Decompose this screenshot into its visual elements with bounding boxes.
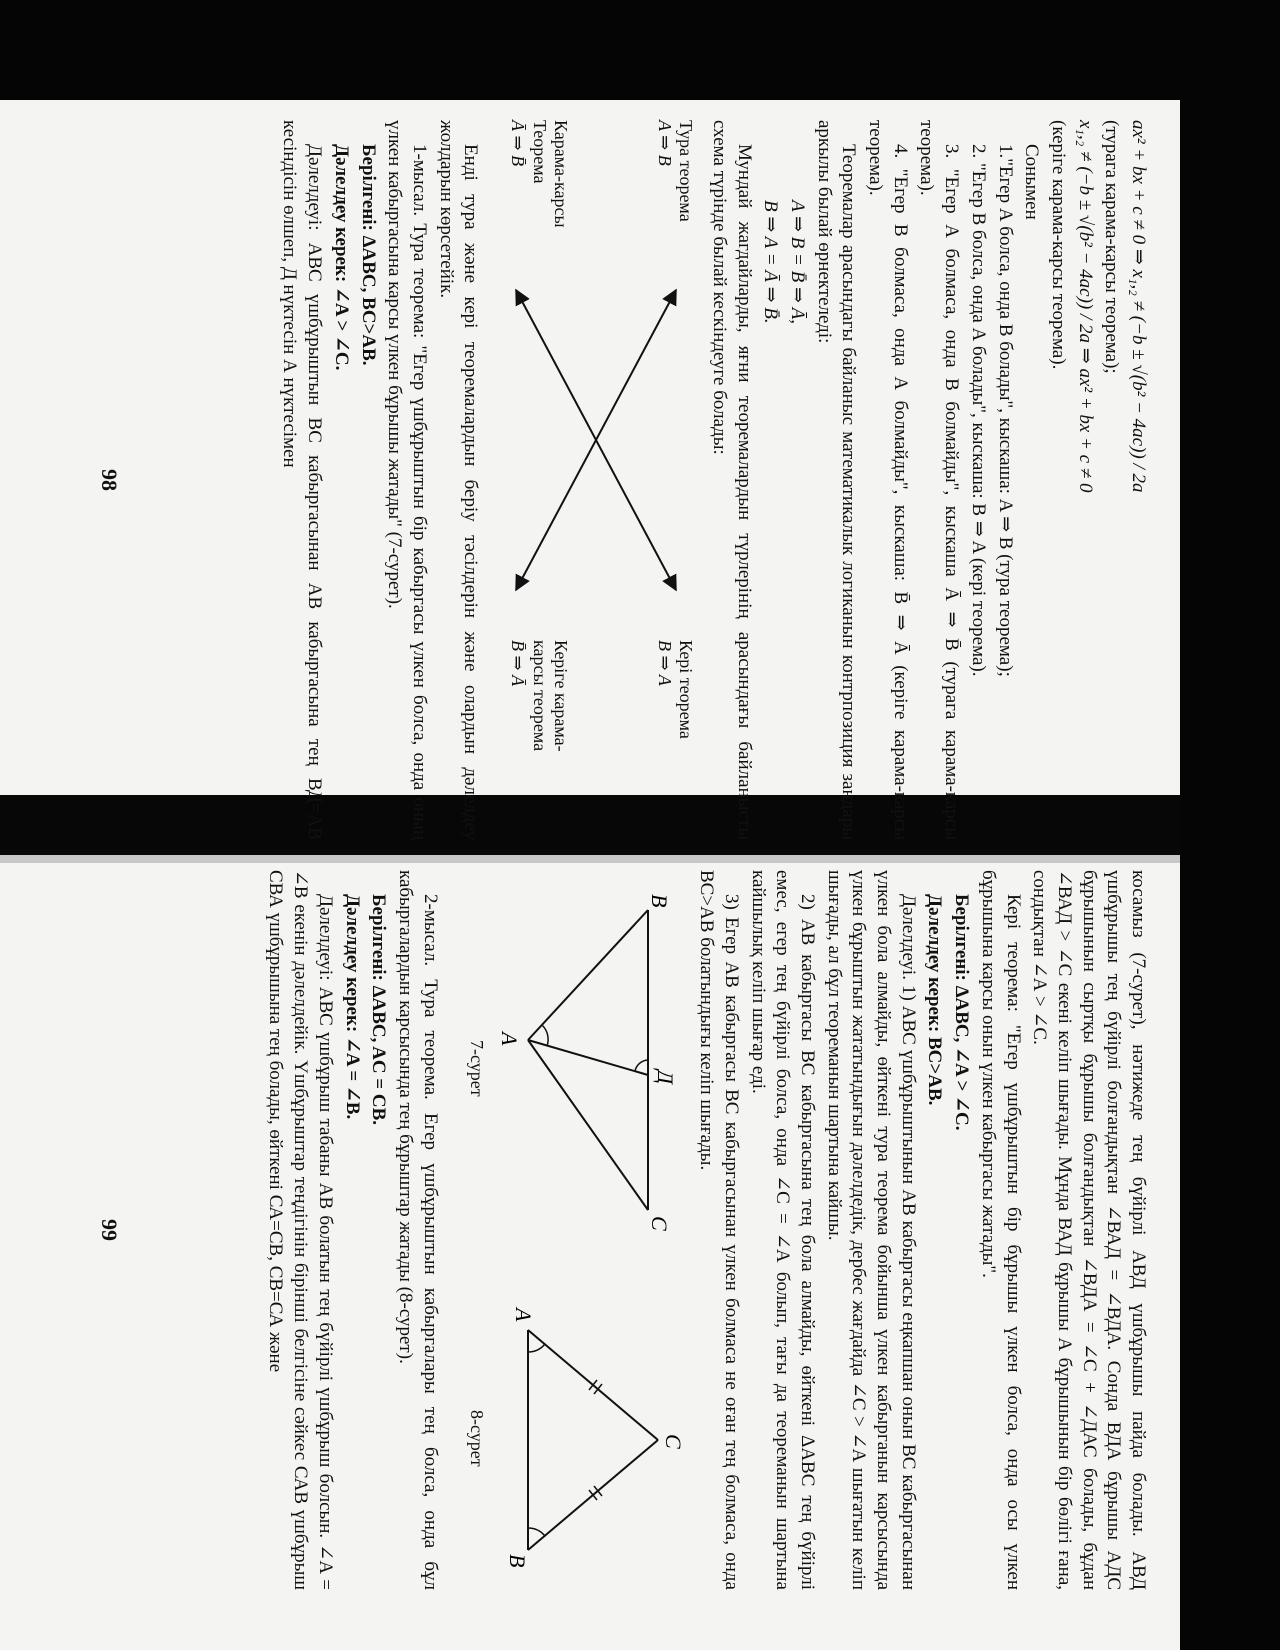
p99-paragraph-3: 2) АВ кабыргасы ВС кабыргасына тең бола алмайды, өйткені ΔАВС тең бүйірлі емес, егер тең бүйірлі болса, онда ∠С = ∠А болып, тағы да теореманын шартына кайшылық келіп шығар еді. — [747, 870, 819, 1590]
equation-2: x₁,₂ ≠ (−b ± √(b² − 4ac)) / 2a ⇒ ax² + bx + c ≠ 0 — [1074, 120, 1096, 493]
example-2: 2-мысал. Тура теорема. Егер үшбұрыштын кабыргалары тең болса, онда бұл кабыргалардын карсысында тең бұрыштар жатады (8-сурет). — [394, 870, 441, 1590]
fig7-side-ac — [528, 1040, 648, 1210]
scheme-direct-title: Тура теорема — [676, 120, 697, 222]
proof-2: Дәлелдеуі: АВС үшбұрыш табаны АВ болатын тең бүйірлі үшбұрыш болсын. ∠A = ∠B екенін дәлелдейік. Үшбұрыштар теңдігінін бірінші белгісіне сәйкес САВ үшбұрыш СВА үшбұрышына тең болады, өйткені СА=СВ, СВ=СА және — [265, 870, 336, 1590]
equation-2-label: (керіге карама-карсы теорема). — [1047, 120, 1069, 370]
scheme-cross-arrows — [496, 270, 696, 610]
fig7-label-a: A — [496, 1032, 522, 1046]
scheme-contrapositive-title: Керіге карама-карсы теорема — [529, 640, 572, 752]
scan-top-border — [0, 0, 1280, 100]
fig7-label-b: B — [646, 894, 672, 908]
item-2: 2. "Егер В болса, онда А болады", кыскаша: B ⇒ A (кері теорема). — [967, 144, 989, 677]
page-99 — [50, 870, 1150, 1590]
example-1: 1-мысал. Тура теорема: "Егер үшбұрыштын бір кабыргасы үлкен болса, онда оның үлкен кабыргасына карсы үлкен бұрышы жатады" (7-сурет). — [384, 120, 430, 840]
fig8-label-c: C — [660, 1434, 686, 1449]
fig8-label-a: A — [510, 1308, 536, 1322]
scheme-inverse — [507, 120, 572, 250]
proof-1: Дәлелдеуі: АВС үшбұрыштын ВС кабыргасынан АВ кабыргасына тең ВД=АВ кесіндісін өлшеп, Д нүктесін А нүктесімен — [279, 120, 326, 840]
fig7-label-c: C — [646, 1216, 672, 1231]
equation-1: ax² + bx + c ≠ 0 ⇒ x₁,₂ ≠ (−b ± √(b² − 4ac)) / 2a — [1128, 120, 1149, 493]
fig7-label-d: Д — [652, 1070, 678, 1084]
scheme-contrapositive-formula: B̄ ⇒ Ā — [508, 640, 529, 687]
p99-paragraph-1: косамыз (7-сурет), нәтижеде тең бүйірлі АВД үшбұрышы пайда болады. АВД үшбұрышы тең бүйірлі болғандықтан ∠ВАД = ∠ВДА. Сонда ВДА бұрышы АДС бұрышынын сыртқы бұрышы болғандықтан ∠ВДА = ∠С + ∠ДАС болады, бұдан ∠ВАД > ∠С екені келіп шығады. Мұнда ВАД бұрышы А бұрышынын бір бөлігі ғана, сондықтан ∠А > ∠С. — [1029, 870, 1149, 1590]
figures-row — [448, 870, 688, 1590]
scheme-inverse-formula: Ā ⇒ B̄ — [508, 120, 529, 167]
scheme-inverse-title: Карама-карсы Теорема — [529, 120, 572, 228]
fig8-angle-mark-b — [528, 1528, 545, 1536]
p99-prove: Дәлелдеу керек: BC>AB. — [924, 894, 946, 1106]
scheme-direct-formula: A ⇒ B — [654, 120, 675, 166]
given-1: Берілгені: ΔABC, BC>AB. — [357, 144, 379, 366]
fig7-segment-ad — [528, 1040, 648, 1075]
item-1: 1."Егер А болса, онда В болады", кыскаша: A ⇒ B (тура теорема); — [994, 144, 1016, 677]
scheme-converse-title: Кері теорема — [676, 640, 697, 739]
page-number-99: 99 — [96, 1219, 122, 1241]
paragraph-2: Мундай жагдайларды, яғни теоремалардын түрлерінің арасындағы байланысты схема түрінде былай кескіндеуге болады: — [709, 120, 755, 840]
fig8-label-b: B — [504, 1554, 530, 1568]
figure-8 — [493, 1300, 688, 1580]
theorem-scheme — [486, 120, 696, 840]
item-4: 4. "Егер В болмаса, онда А болмайды", кыскаша: B̄ ⇒ Ā (керіге карама-карсы теорема). — [865, 120, 911, 840]
spine-shadow — [0, 855, 1180, 863]
prove-1: Дәлелдеу керек: ∠A > ∠C. — [330, 144, 352, 371]
scheme-converse-formula: B ⇒ A — [654, 640, 675, 686]
page-number-98: 98 — [96, 469, 122, 491]
fig7-side-ab — [528, 910, 648, 1040]
page-98 — [50, 120, 1150, 840]
scan-right-border — [1180, 0, 1280, 1650]
section-heading: Сонымен — [1021, 144, 1043, 220]
fig8-angle-mark-a — [528, 1344, 545, 1352]
fig7-angle-mark-d — [635, 1060, 648, 1071]
figure-7-caption: 7-сурет — [466, 1040, 487, 1097]
scheme-contrapositive — [507, 640, 572, 790]
equation-1-label: (турага карама-карсы теорема); — [1101, 120, 1123, 374]
figure-8-caption: 8-сурет — [466, 1410, 487, 1467]
law-2: B ⇒ A = Ā ⇒ B̄. — [760, 200, 782, 324]
scheme-direct — [653, 120, 696, 222]
law-1: A ⇒ B = B̄ ⇒ Ā, — [787, 200, 809, 324]
paragraph-1: Теоремалар арасындагы байланыс математикалык логиканын контрпозиция зандары аркылы былай өрнектеледі: — [813, 120, 860, 840]
scheme-converse — [653, 640, 696, 739]
p99-given: Берілгені: ΔABC, ∠A > ∠C. — [951, 894, 973, 1131]
fig7-angle-mark-a — [542, 1025, 548, 1046]
prove-2: Дәлелдеу керек: ∠A = ∠B. — [341, 894, 363, 1120]
paragraph-3: Енді тура және кері теоремалардын беріу тәсілдерін және олардын дәлелдеу жолдарын көрсетейік. — [435, 120, 482, 840]
item-3: 3. "Егер А болмаса, онда В болмайды", кыскаша Ā ⇒ B̄ (турага карама-карсы теорема). — [916, 120, 963, 840]
p99-proof: Дәлелдеуі. 1) АВС үшбұрыштынын АВ кабыргасы еңкапшан онын ВС кабыргасынан үлкен бола алмайды, өйткені тура теорема бойынша үлкен кабырганын карсысында үлкен бұрыштын жататындығын дәлелдедік, дербес жағдайда ∠С > ∠А шығатын келіп шығады, ал бұл теореманын шартына кайшы. — [823, 870, 919, 1590]
given-2: Берілгені: ΔABC, AC = CB. — [368, 894, 390, 1126]
figure-7 — [493, 890, 688, 1250]
p99-paragraph-4: 3) Егер АВ кабыргасы ВС кабыргасынан үлкен болмаса не оған тең болмаса, онда ВС>АВ болатындығы келіп шығады. — [696, 870, 742, 1590]
p99-converse-theorem: Кері теорема: "Егер үшбұрыштын бір бұрышы үлкен болса, онда осы үлкен бұрышына карсы онын үлкен кабыргасы жатады". — [977, 870, 1024, 1590]
